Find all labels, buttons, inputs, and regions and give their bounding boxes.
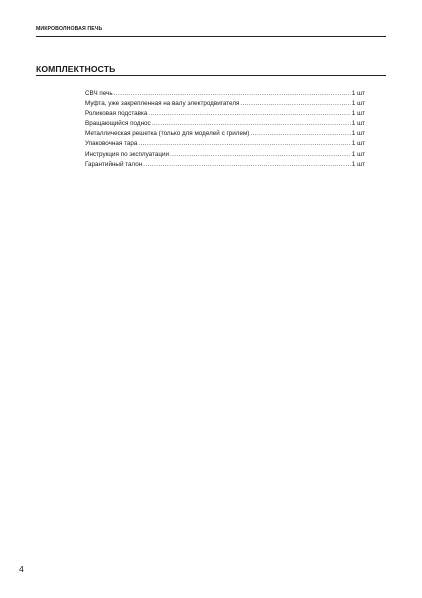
dot-leader bbox=[148, 109, 350, 119]
item-name: СВЧ печь bbox=[85, 90, 113, 97]
item-quantity: 1 шт bbox=[351, 110, 365, 118]
item-quantity: 1 шт bbox=[351, 90, 365, 97]
item-name: Вращающийся поднос bbox=[85, 120, 151, 128]
item-name: Металлическая решетка (только для моделей с грилем) bbox=[85, 130, 250, 138]
dot-leader bbox=[152, 119, 351, 129]
item-quantity: 1 шт bbox=[351, 100, 365, 108]
item-name: Инструкция по эксплуатации bbox=[85, 150, 169, 158]
page-number: 4 bbox=[19, 564, 24, 574]
item-quantity: 1 шт bbox=[351, 130, 365, 138]
item-quantity: 1 шт bbox=[351, 140, 365, 148]
package-contents-list bbox=[85, 89, 365, 170]
item-name: Муфта, уже закрепленная на валу электродвигателя bbox=[85, 100, 240, 108]
item-quantity: 1 шт bbox=[351, 120, 365, 128]
list-item bbox=[85, 150, 365, 160]
list-item bbox=[85, 139, 365, 149]
dot-leader bbox=[114, 89, 351, 99]
item-name: Упаковочная тара bbox=[85, 140, 138, 148]
list-item bbox=[85, 109, 365, 119]
list-item bbox=[85, 129, 365, 139]
item-quantity: 1 шт bbox=[351, 150, 365, 158]
dot-leader bbox=[250, 129, 350, 139]
list-item bbox=[85, 160, 365, 170]
dot-leader bbox=[240, 99, 350, 109]
section-title: КОМПЛЕКТНОСТЬ bbox=[36, 64, 116, 74]
running-header: МИКРОВОЛНОВАЯ ПЕЧЬ bbox=[36, 26, 103, 32]
item-name: Гарантийный талон bbox=[85, 160, 143, 168]
dot-leader bbox=[138, 139, 350, 149]
item-name: Роликовая подставка bbox=[85, 110, 148, 118]
dot-leader bbox=[143, 160, 351, 170]
section-rule bbox=[36, 75, 386, 76]
dot-leader bbox=[170, 150, 351, 160]
item-quantity: 1 шт bbox=[351, 160, 365, 168]
list-item bbox=[85, 89, 365, 99]
list-item bbox=[85, 119, 365, 129]
list-item bbox=[85, 99, 365, 109]
header-rule bbox=[36, 36, 386, 37]
